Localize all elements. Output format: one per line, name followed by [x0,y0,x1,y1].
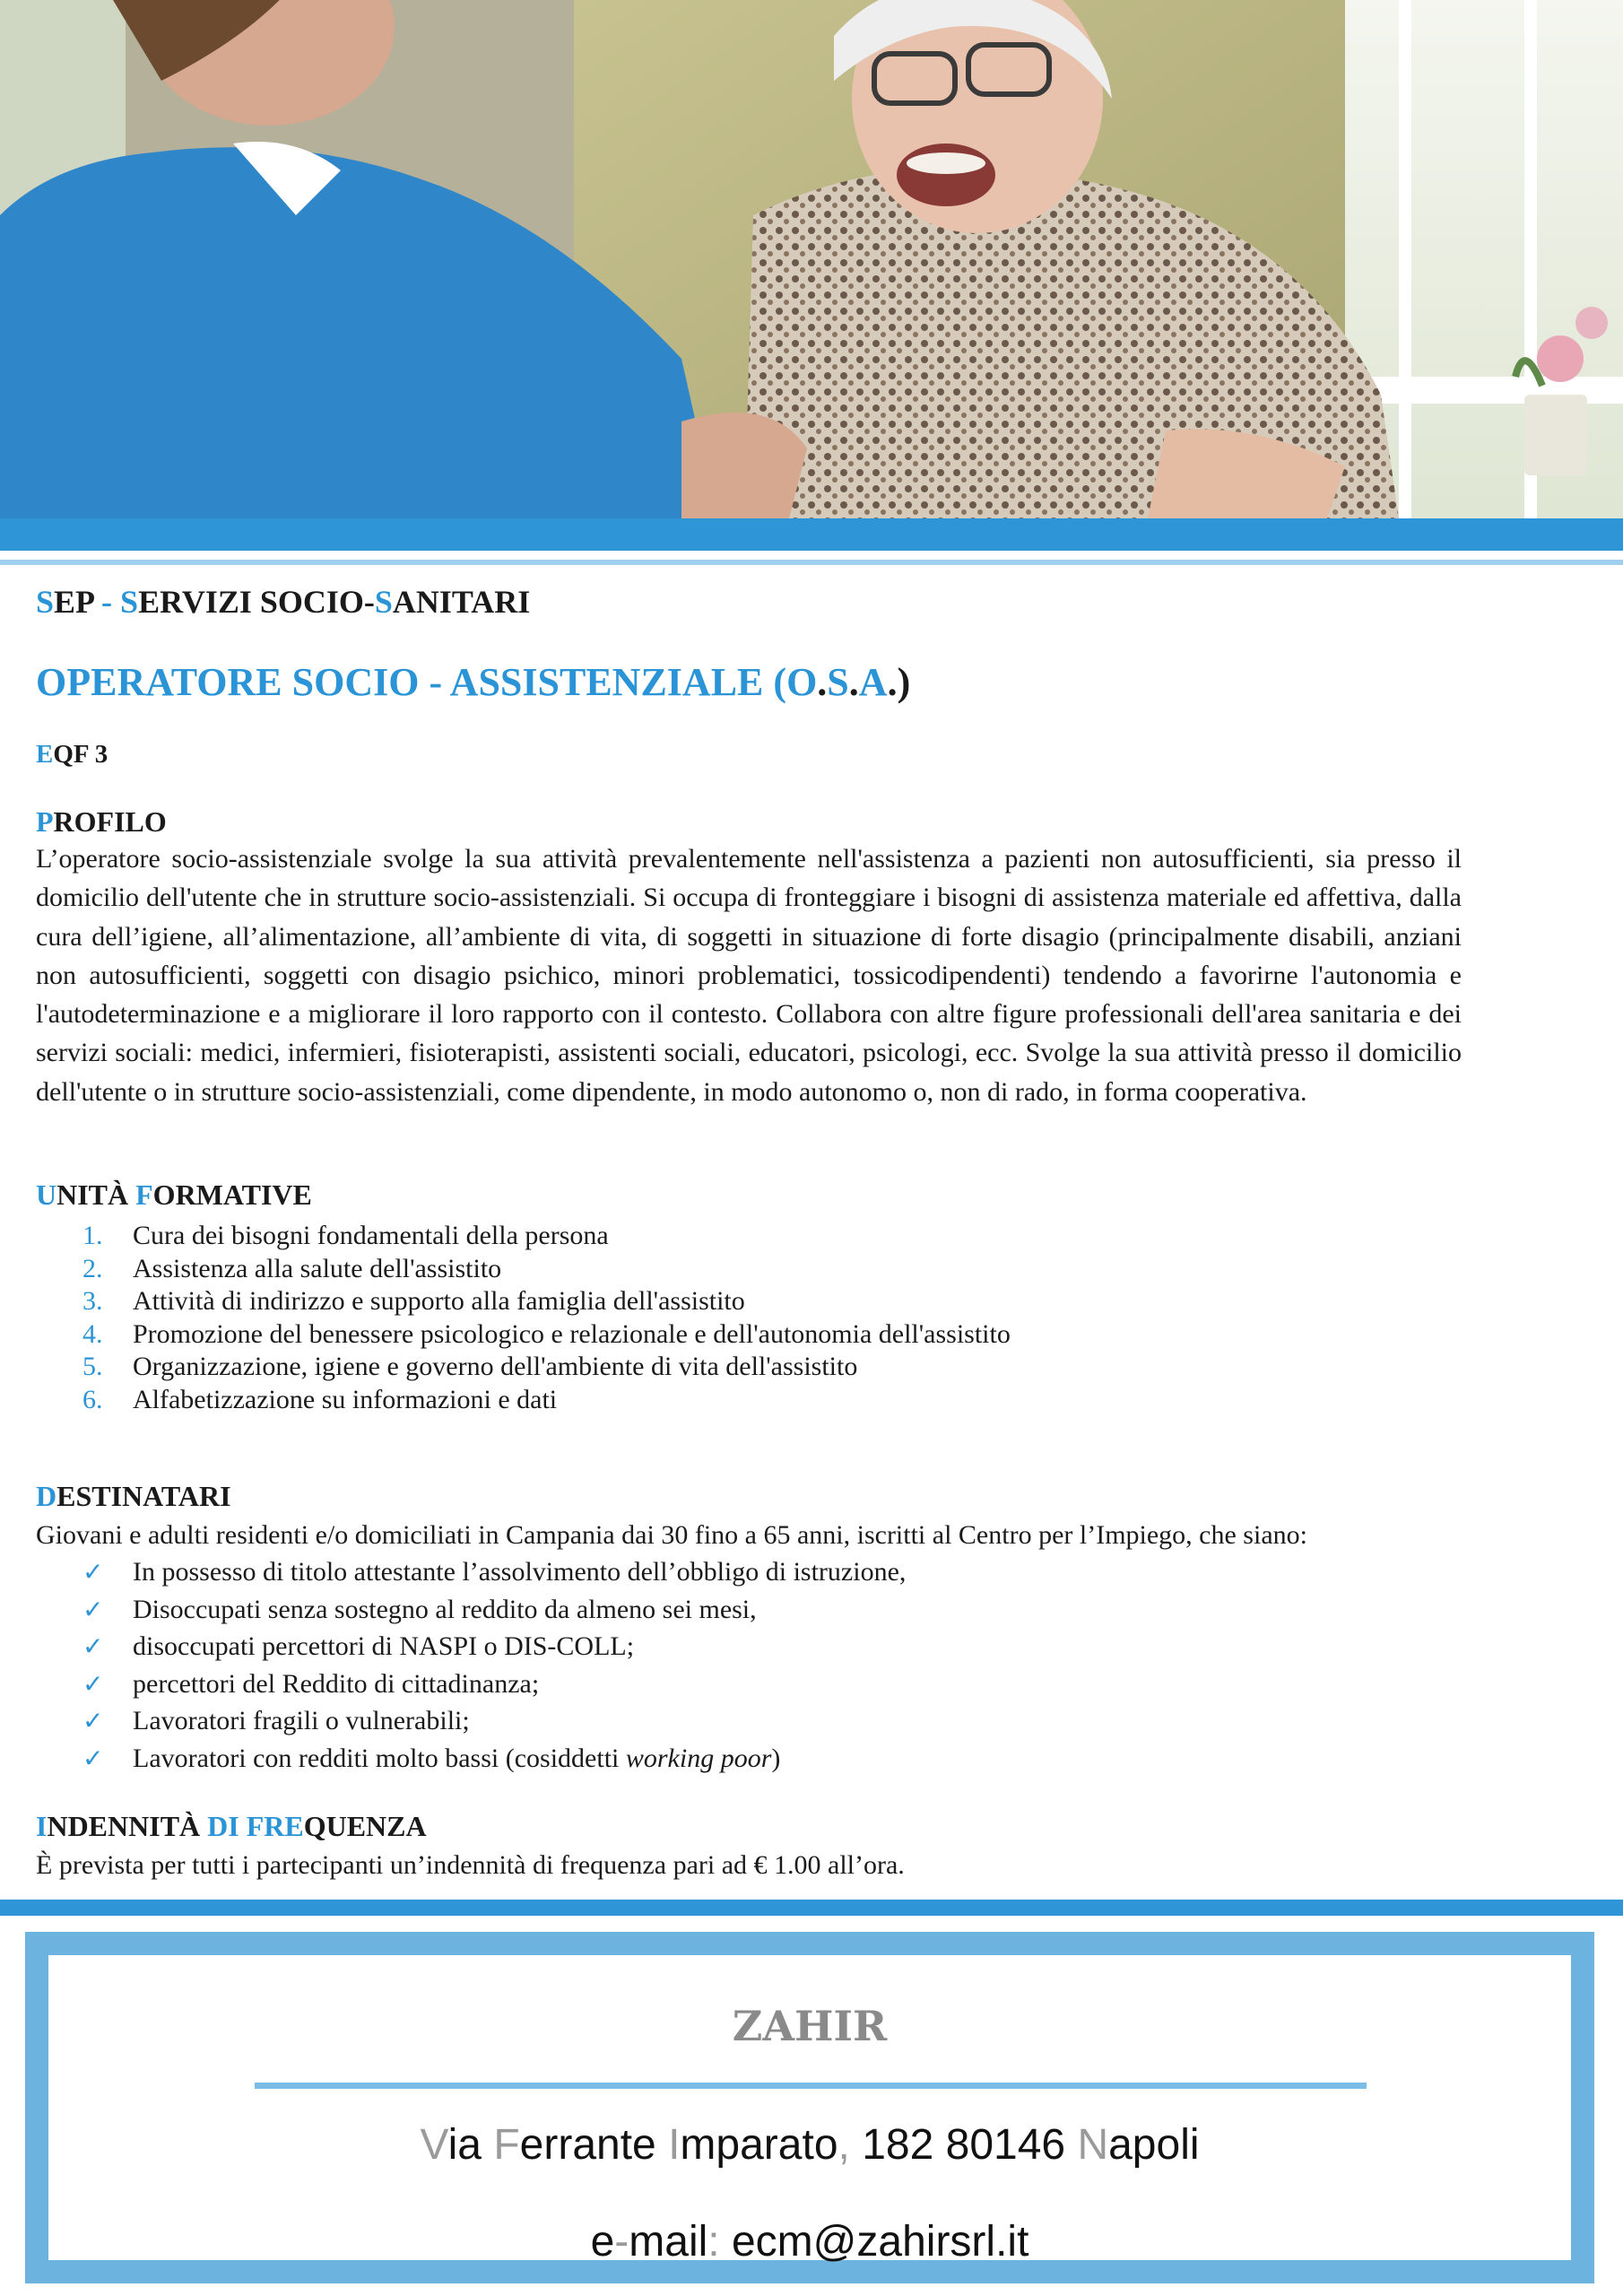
company-name: ZAHIR [732,2002,888,2050]
destinatari-list [36,1553,906,1778]
hero-photo [0,0,1623,518]
indennita-text: È prevista per tutti i partecipanti un’indennità di frequenza pari ad € 1.00 all’ora. [36,1850,905,1880]
photo-caregiver-with-elderly-woman-icon [0,0,1623,518]
profilo-text: L’operatore socio-assistenziale svolge la sua attività prevalentemente nell'assistenza a pazienti non autosufficienti, sia presso il domicilio dell'utente che in strutture socio-assistenziali. Si occupa di fronteggiare i bisogni di assistenza materiale ed affettiva, dalla cura dell’igiene, all’alimentazione, all’ambiente di vita, di soggetti in situazione di forte disagio (principalmente disabili, anziani non autosufficienti, soggetti con disagio psichico, minori problematici, tossicodipendenti) tendendo a favorirne l'autonomia e l'autodeterminazione e a migliorare il loro rapporto con il contesto. Collabora con altre figure professionali dell'area sanitaria e dei servizi sociali: medici, infermieri, fisioterapisti, assistenti sociali, educatori, psicologi, ecc. Svolge la sua attività presso il domicilio dell'utente o in strutture socio-assistenziali, come dipendente, in modo autonomo o, non di rado, in forma cooperativa. [36,844,1462,1107]
bottom-accent-band [0,1900,1623,1916]
eqf-level: EQF 3 [36,740,108,769]
check-icon: ✓ [82,1668,104,1699]
list-item: ✓ Lavoratori con redditi molto bassi (cosiddetti working poor) [36,1740,906,1778]
sector-heading: SEP - SERVIZI SOCIO-SANITARI [36,584,531,620]
list-item: ✓ Disoccupati senza sostegno al reddito da almeno sei mesi, [36,1591,906,1629]
list-item: 1. Cura dei bisogni fondamentali della persona [82,1221,609,1250]
course-title: OPERATORE SOCIO - ASSISTENZIALE (O.S.A.) [36,660,911,704]
list-item: ✓ Lavoratori fragili o vulnerabili; [36,1702,906,1740]
check-icon: ✓ [82,1631,104,1662]
destinatari-intro: Giovani e adulti residenti e/o domiciliati in Campania dai 30 fino a 65 anni, iscritti al Centro per l’Impiego, che siano: [36,1520,1307,1550]
unita-list [36,1220,1011,1417]
top-accent-band [0,518,1623,551]
list-item: 5. Organizzazione, igiene e governo dell'ambiente di vita dell'assistito [82,1352,858,1382]
list-item: ✓ In possesso di titolo attestante l’assolvimento dell’obbligo di istruzione, [36,1553,906,1591]
list-item: 3. Attività di indirizzo e supporto alla famiglia dell'assistito [82,1286,745,1317]
destinatari-heading: DESTINATARI [36,1480,231,1512]
list-item: ✓ percettori del Reddito di cittadinanza; [36,1665,906,1703]
contact-box [25,1932,1594,2283]
profilo-heading: PROFILO [36,805,167,838]
company-email[interactable]: e-mail: ecm@zahirsrl.it [590,2218,1029,2266]
check-icon: ✓ [82,1706,104,1736]
footer-divider [255,2083,1367,2089]
check-icon: ✓ [82,1557,104,1587]
list-item: ✓ disoccupati percettori di NASPI o DIS-COLL; [36,1628,906,1665]
company-address: Via Ferrante Imparato, 182 80146 Napoli [420,2121,1200,2169]
check-icon: ✓ [82,1594,104,1624]
list-item: 2. Assistenza alla salute dell'assistito [82,1253,502,1283]
list-item: 4. Promozione del benessere psicologico e relazionale e dell'autonomia dell'assistito [82,1318,1011,1349]
top-accent-line [0,560,1623,565]
check-icon: ✓ [82,1743,104,1773]
indennita-heading: INDENNITÀ DI FREQUENZA [36,1810,427,1842]
list-item: 6. Alfabetizzazione su informazioni e dati [82,1384,558,1414]
unita-heading: UNITÀ FORMATIVE [36,1178,312,1211]
